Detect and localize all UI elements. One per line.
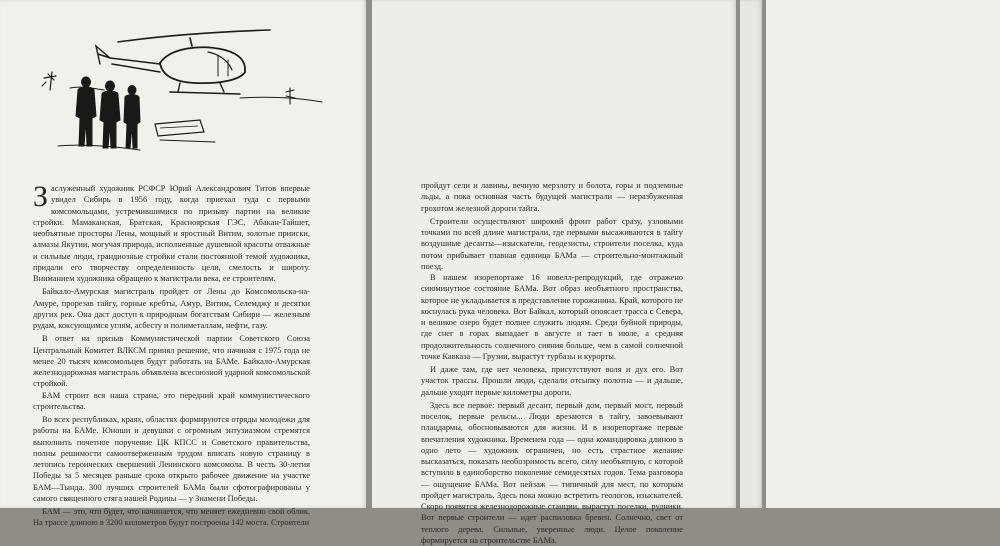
fold-strip [740,0,762,508]
paragraph: Байкало-Амурская магистраль пройдет от Лены до Комсомольска-на-Амуре, прорезав тайгу, горные кребты, Амур, Витим, Селемджу и десятки других рек. Она даст доступ к природным богатствам Сибири — железным рудам, кокcующимся углям, асбесту и полиметаллам, нефти, газу. [33,287,310,330]
paragraph: И даже там, где нет человека, присутствуют воля и дух его. Вот участок трассы. Прошли люди, сделали отсыпку полотна — и дальше, дальше уходят первые километры дороги. [421,365,683,397]
drop-cap: З [33,180,49,213]
paragraph: Строители осуществляют широкий фронт работ сразу, узловыми точками по всей длине магистрали, где первыми высаживаются в тайгу воздушные десанты—изыскатели, геодезисты, строители поселка, куда потом прибывает главная единица БАМа — строительно-монтажный поезд. [421,216,683,271]
left-page-text-column [33,180,310,529]
right-page-text-column [421,180,683,546]
helicopter-sketch-illustration [40,28,325,158]
paragraph: В нашем изорепортаже 16 новелл-репродукций, где отражено сиюминутное состояние БАМа. Вот образ необъятного пространства, которое не укладывается в представление горожанина. Край, которого не коснулась рука человека. Вот Байкал, который опоясает трасса с Севера, и великое озеро будет полнее служить людям. Среди буйной природы, где снег в горах выпадает в августе и тает в июле, а средняя продолжительность солнечного сияния больше, чем в самой солнечной точке Кавказа — Грузии, вырастут турбазы и курорты. [421,273,683,361]
paragraph: БАМ строит вся наша страна, это передний край коммунистического строительства. [33,390,310,411]
paragraph: Здесь все первое: первый десант, первый дом, первый мост, первый поселок, первые рельсы... Люди врезаются в тайгу, завоевывают плацдармы, обосновываются для жизни. И в изорепортаже первые впечатления художника. Временем года — одна командировка длиною в одно лето — художник ограничен, но есть страстное желание высказаться, показать необозримость всего, силу необъятную, с которой вступило в единоборство поколение семидесятых годов. Тема разговора — ощущение БАМа. Вот пейзаж — типичный для мест, по которым пройдет магистраль. Здесь пока можно встретить геологов, изыскателей. Скоро появятся железнодорожные станции, вырастут поселки, рудники. Вот первые строители — идет распиловка бревен. Солнечно, свет от теплого дерева. Сильные, уверенные люди. Целое поколение формируется на строительстве БАМа. [421,400,683,545]
left-page [0,0,366,528]
paragraph: В ответ на призыв Коммунистической партии Советского Союза Центральный Комитет ВЛКСМ принял решение, что начиная с 1975 года не менее 20 тысяч комсомольцев будут работать на БАМе. Байкало-Амурская железнодорожная магистраль объявлена всесоюзной ударной комсомольской стройкой. [33,334,310,389]
paragraph: Заслуженный художник РСФСР Юрий Александрович Титов впервые увидел Сибирь в 1956 году, когда приехал туда с первыми комсомольцами, устремившимися по призыву партии на великие стройки. Мамаканская, Братская, Красноярская ГЭС, Абакан-Тайшет, необъятные просторы Лены, мощный и яростный Витим, золотые прииски, алмазы Якутии, могучая природа, исполненные душевной красоты отважные и сильные люди, грандиозные стройки стали постоянной темой художника, придали его творчеству определенность цели, смелость и широту. Вниманием художника обращено к магистрали века, ее строителям. [33,180,310,283]
right-page [372,0,736,545]
paragraph: пройдут сели и лавины, вечную мерзлоту и болота, горы и подземные льды, а пока основная часть будущей магистрали — неразбуженная грохотом железной дороги тайга. [421,181,683,213]
blank-cover-page [766,0,1000,508]
paragraph: Во всех республиках, краях, областях формируются отряды молодежи для работы на БАМе. Юноши и девушки с огромным энтузиазмом стремятся выполнить почетное поручение ЦК КПСС и Советского правительства, полны решимости самоотверженным трудом вписать новую страницу в летопись героических свершений Ленинского комсомола. В честь 30-летия Победы за 5 месяцев раньше срока открыто рабочее движение на участке БАМ—Тында. 300 лучших строителей БАМа были сфотографированы у самого священного стяга нашей Родины — у Знамени Победы. [33,415,310,503]
paragraph: БАМ — это, что будет, что начинается, что меняет ежедневно свой облик. На трассе длиною в 3200 километров будут построены 142 моста. Строители [33,507,310,528]
